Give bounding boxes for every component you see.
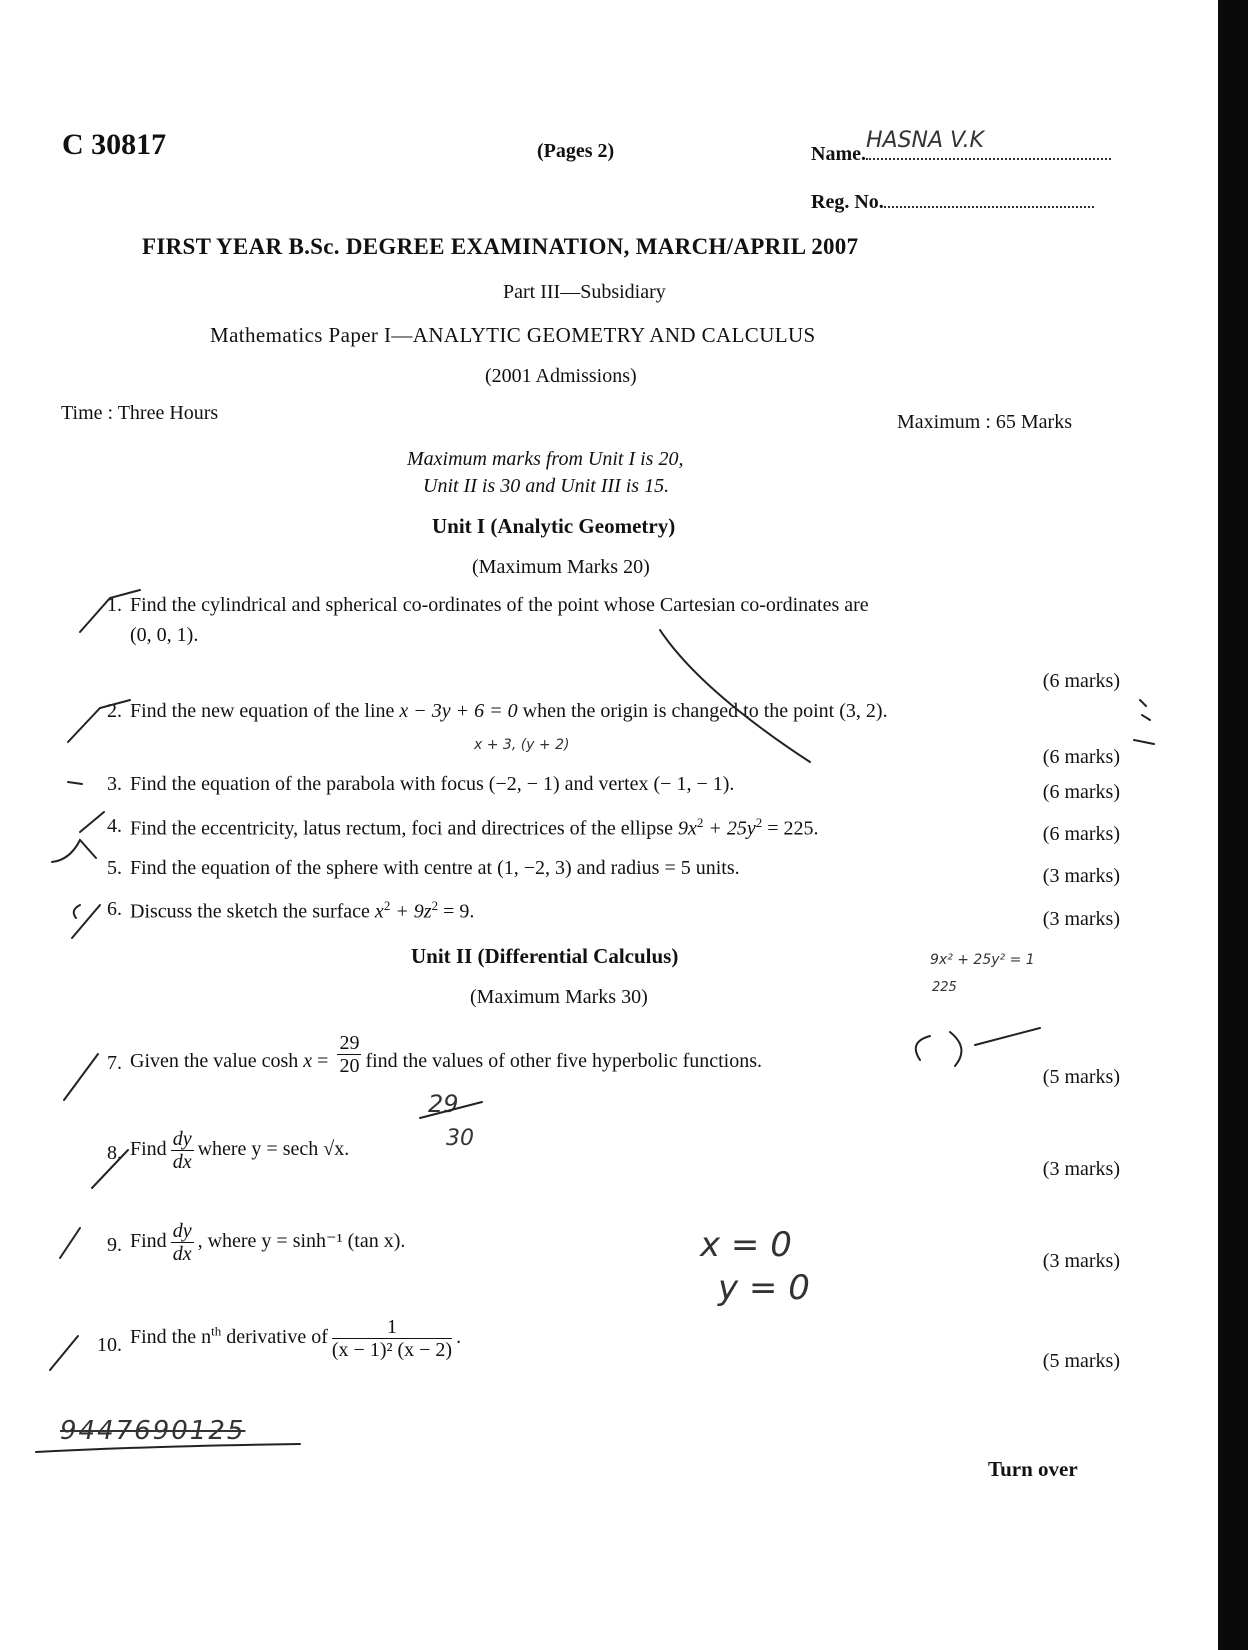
question-number: 7. <box>107 1052 122 1074</box>
exam-maximum: Maximum : 65 Marks <box>897 411 1072 433</box>
question-text: Find the $n^{th}$ derivative of $\frac{1}{\text{(x − 1)² (x − 2)}}$ . <box>130 1316 462 1361</box>
question-number: 10. <box>97 1334 122 1356</box>
name-field <box>811 128 1111 166</box>
question-marks: (6 marks) <box>1042 781 1120 803</box>
reg-field <box>811 188 1094 214</box>
margin-scribbles <box>1134 700 1154 744</box>
question-7 <box>60 1032 1120 1104</box>
question-marks: (6 marks) <box>1042 823 1120 845</box>
marks-note-line1: Maximum marks from Unit I is 20, <box>407 448 684 470</box>
line-equation: x − 3y + 6 = 0 <box>399 700 518 722</box>
question-text: Discuss the sketch the surface $x^2 + 9z^2 = 9$. <box>130 898 475 923</box>
question-text-line2: (0, 0, 1). <box>130 624 199 646</box>
exam-paper-title: Mathematics Paper I—ANALYTIC GEOMETRY AND CALCULUS <box>210 323 816 347</box>
name-label: Name. <box>811 143 866 165</box>
question-number: 8. <box>107 1142 122 1164</box>
handwriting-phone-number: 9447690125 <box>60 1416 246 1446</box>
handwriting-x-zero: x = 0 <box>700 1225 792 1265</box>
question-marks: (6 marks) <box>1042 670 1120 692</box>
handwriting-note-side2: 225 <box>932 980 957 995</box>
question-8 <box>60 1128 1120 1188</box>
question-text: Find $\frac{dy}{dx}$ , where y = sinh⁻¹ (tan x). <box>130 1220 406 1265</box>
question-text: Given the value cosh x = $\frac{29}{20}$ find the values of other five hyperbolic functions. <box>130 1032 763 1077</box>
handwriting-30: 30 <box>446 1126 474 1151</box>
marks-note-line2: Unit II is 30 and Unit III is 15. <box>423 475 670 497</box>
question-text: Find the eccentricity, latus rectum, foci and directrices of the ellipse $9x^2 + 25y^2 = 225$. <box>130 815 819 840</box>
name-line <box>865 128 1111 160</box>
derivative-fraction: $\frac{dy}{dx}$ <box>172 1128 192 1173</box>
exam-title: FIRST YEAR B.Sc. DEGREE EXAMINATION, MARCH/APRIL 2007 <box>142 234 859 259</box>
turn-over: Turn over <box>988 1457 1078 1481</box>
handwriting-note-side1: 9x² + 25y² = 1 <box>930 952 1035 968</box>
unit2-max-marks: (Maximum Marks 30) <box>470 986 648 1008</box>
expression-fraction: $\frac{1}{\text{(x − 1)² (x − 2)}}$ <box>331 1316 453 1361</box>
fraction-29-20: $\frac{29}{20}$ <box>339 1032 360 1077</box>
unit1-title: Unit I (Analytic Geometry) <box>432 514 676 538</box>
page-count: (Pages 2) <box>537 140 615 162</box>
question-marks: (6 marks) <box>1042 746 1120 768</box>
exam-part: Part III—Subsidiary <box>503 281 666 303</box>
question-number: 6. <box>107 898 122 920</box>
reg-label: Reg. No. <box>811 191 884 213</box>
question-text: Find $\frac{dy}{dx}$ where y = sech √x. <box>130 1128 350 1173</box>
question-number: 3. <box>107 773 122 795</box>
exam-admissions: (2001 Admissions) <box>485 365 637 387</box>
question-text: Find the equation of the parabola with focus (−2, − 1) and vertex (− 1, − 1). <box>130 773 735 795</box>
question-1 <box>60 594 1120 692</box>
dash-mark-q3 <box>68 782 82 784</box>
paper-code: C 30817 <box>62 128 167 161</box>
question-number: 2. <box>107 700 122 722</box>
question-marks: (3 marks) <box>1042 1250 1120 1272</box>
unit2-title: Unit II (Differential Calculus) <box>411 944 679 968</box>
question-number: 1. <box>107 594 122 616</box>
question-marks: (3 marks) <box>1042 908 1120 930</box>
question-marks: (3 marks) <box>1042 1158 1120 1180</box>
handwriting-y-zero: y = 0 <box>718 1268 810 1308</box>
question-9 <box>60 1220 1120 1280</box>
reg-line <box>884 188 1094 208</box>
scan-edge <box>1218 0 1248 1650</box>
question-text-line1: Find the cylindrical and spherical co-ordinates of the point whose Cartesian co-ordinates are <box>130 594 869 616</box>
question-text: Find the equation of the sphere with centre at (1, −2, 3) and radius = 5 units. <box>130 857 740 879</box>
unit1-max-marks: (Maximum Marks 20) <box>472 556 650 578</box>
question-number: 5. <box>107 857 122 879</box>
question-number: 4. <box>107 815 122 837</box>
name-handwritten: HASNA V.K <box>865 128 984 153</box>
question-text: Find the new equation of the line x − 3y + 6 = 0 when the origin is changed to the point (3, 2). <box>130 700 888 722</box>
derivative-fraction: $\frac{dy}{dx}$ <box>172 1220 192 1265</box>
handwriting-note-q2: x + 3, (y + 2) <box>474 737 570 753</box>
question-marks: (5 marks) <box>1042 1066 1120 1088</box>
question-number: 9. <box>107 1234 122 1256</box>
question-marks: (5 marks) <box>1042 1350 1120 1372</box>
handwriting-29: 29 <box>428 1090 459 1118</box>
question-10 <box>60 1316 1120 1380</box>
question-marks: (3 marks) <box>1042 865 1120 887</box>
exam-time: Time : Three Hours <box>61 402 219 424</box>
